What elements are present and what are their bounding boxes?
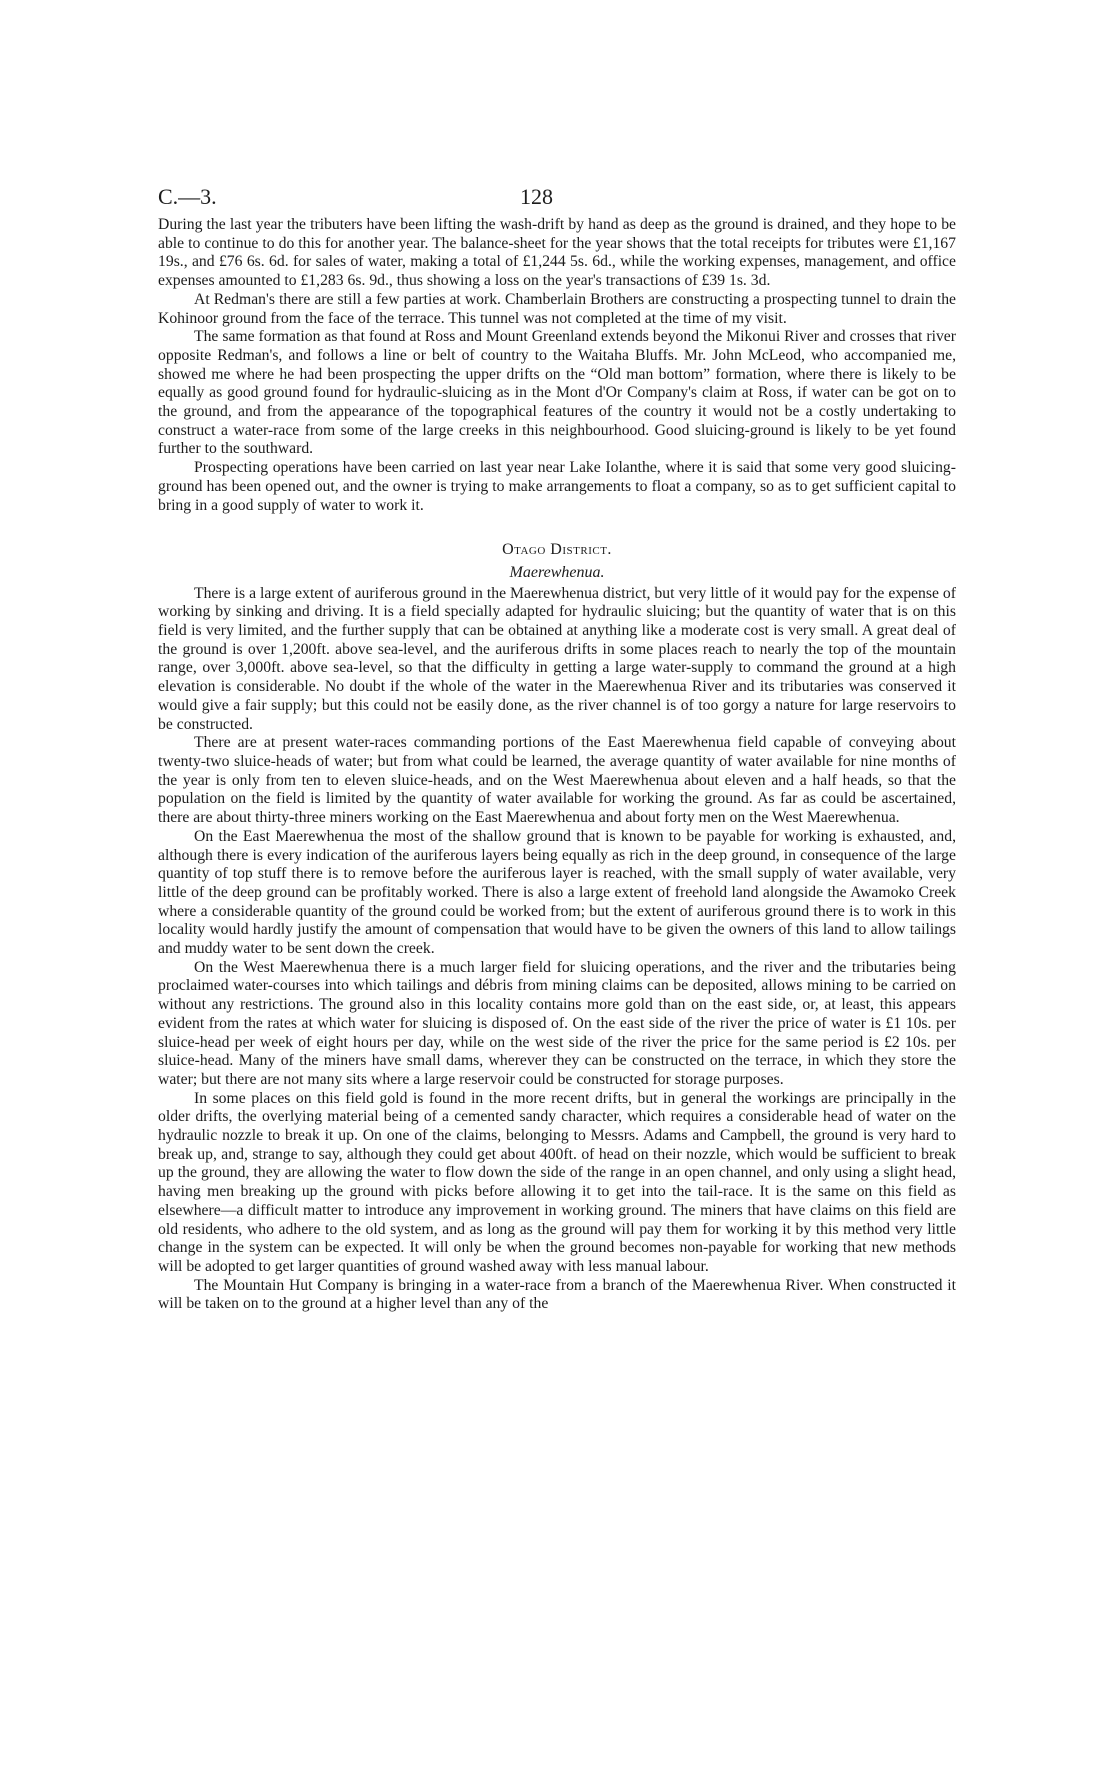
paragraph: There are at present water-races commanding portions of the East Maerewhenua field capable of conveying about twenty-two sluice-heads of water; but from what could be learned, the average quantity of water available for nine months of the year is only from ten to eleven sluice-heads, and on the West Maerewhenua about eleven and a half heads, so that the population on the field is limited by the quantity of water available for working the ground. As far as could be ascertained, there are about thirty-three miners working on the East Maerewhenua and about forty men on the West Maerewhenua. xyxy=(158,734,956,827)
page-number: 128 xyxy=(520,184,553,209)
paragraph: The same formation as that found at Ross and Mount Greenland extends beyond the Mikonui River and crosses that river opposite Redman's, and follows a line or belt of country to the Waitaha Bluffs. Mr. John McLeod, who accompanied me, showed me where he had been prospecting the upper drifts on the “Old man bottom” formation, where there is likely to be equally as good ground found for hydraulic-sluicing as in the Mont d'Or Company's claim at Ross, if water can be got on to the ground, and from the appearance of the topographical features of the country it would not be a costly undertaking to construct a water-race from some of the large creeks in this neighbourhood. Good sluicing-ground is likely to be yet found further to the southward. xyxy=(158,328,956,458)
document-reference: C.—3. xyxy=(158,184,217,209)
page-body xyxy=(158,216,956,1314)
paragraph: On the West Maerewhenua there is a much larger field for sluicing operations, and the river and the tributaries being proclaimed water-courses into which tailings and débris from mining claims can be deposited, allows mining to be carried on without any restrictions. The ground also in this locality contains more gold than on the east side, or, at least, this appears evident from the rates at which water for sluicing is disposed of. On the east side of the river the price of water is £1 10s. per sluice-head per week of eight hours per day, while on the west side of the river the price for the same period is £2 10s. per sluice-head. Many of the miners have small dams, wherever they can be constructed on the terrace, in which they store the water; but there are not many sits where a large reservoir could be constructed for storage purposes. xyxy=(158,958,956,1088)
section-subtitle: Maerewhenua. xyxy=(509,563,605,581)
paragraph: Prospecting operations have been carried on last year near Lake Iolanthe, where it is said that some very good sluicing-ground has been opened out, and the owner is trying to make arrangements to float a company, so as to get sufficient capital to bring in a good supply of water to work it. xyxy=(158,459,956,514)
section-title: Otago District. xyxy=(502,541,612,559)
paragraph: At Redman's there are still a few parties at work. Chamberlain Brothers are constructing a prospecting tunnel to drain the Kohinoor ground from the face of the terrace. This tunnel was not completed at the time of my visit. xyxy=(158,290,956,327)
paragraph: In some places on this field gold is found in the more recent drifts, but in general the workings are principally in the older drifts, the overlying material being of a cemented sandy character, which requires a considerable head of water on the hydraulic nozzle to break it up. On one of the claims, belonging to Messrs. Adams and Campbell, the ground is very hard to break up, and, strange to say, although they could get about 400ft. of head on their nozzle, which would be sufficient to break up the ground, they are allowing the water to flow down the side of the range in an open channel, and only using a slight head, having men breaking up the ground with picks before allowing it to get into the tail-race. It is the same on this field as elsewhere—a difficult matter to introduce any improvement in working ground. The miners that have claims on this field are old residents, who adhere to the old system, and as long as the ground will pay them for working it by this method very little change in the system can be expected. It will only be when the ground becomes non-payable for working that new methods will be adopted to get larger quantities of ground washed away with less manual labour. xyxy=(158,1089,956,1275)
paragraph: On the East Maerewhenua the most of the shallow ground that is known to be payable for working is exhausted, and, although there is every indication of the auriferous layers being equally as rich in the deep ground, in consequence of the large quantity of top stuff there is to remove before the auriferous layer is reached, with the small supply of water available, very little of the deep ground can be profitably worked. There is also a large extent of freehold land alongside the Awamoko Creek where a considerable quantity of the ground could be worked from; but the extent of auriferous ground there is to work in this locality would hardly justify the amount of compensation that would have to be given the owners of this land to allow tailings and muddy water to be sent down the creek. xyxy=(158,827,956,958)
paragraph: There is a large extent of auriferous ground in the Maerewhenua district, but very little of it would pay for the expense of working by sinking and driving. It is a field specially adapted for hydraulic sluicing; but the quantity of water that is on this field is very limited, and the further supply that can be obtained at anything like a moderate cost is very small. A great deal of the ground is over 1,200ft. above sea-level, and the auriferous drifts in some places reach to nearly the top of the mountain range, over 3,000ft. above sea-level, so that the difficulty in getting a large water-supply to command the ground at a high elevation is considerable. No doubt if the whole of the water in the Maerewhenua River and its tributaries was conserved it would give a fair supply; but this could not be easily done, as the river channel is of too gorgy a nature for large reservoirs to be constructed. xyxy=(158,584,956,733)
page-header xyxy=(158,184,956,214)
paragraph: During the last year the tributers have been lifting the wash-drift by hand as deep as the ground is drained, and they hope to be able to continue to do this for another year. The balance-sheet for the year shows that the total receipts for tributes were £1,167 19s., and £76 6s. 6d. for sales of water, making a total of £1,244 5s. 6d., while the working expenses, management, and office expenses amounted to £1,283 6s. 9d., thus showing a loss on the year's transactions of £39 1s. 3d. xyxy=(158,216,956,290)
paragraph: The Mountain Hut Company is bringing in a water-race from a branch of the Maerewhenua River. When constructed it will be taken on to the ground at a higher level than any of the xyxy=(158,1276,956,1313)
